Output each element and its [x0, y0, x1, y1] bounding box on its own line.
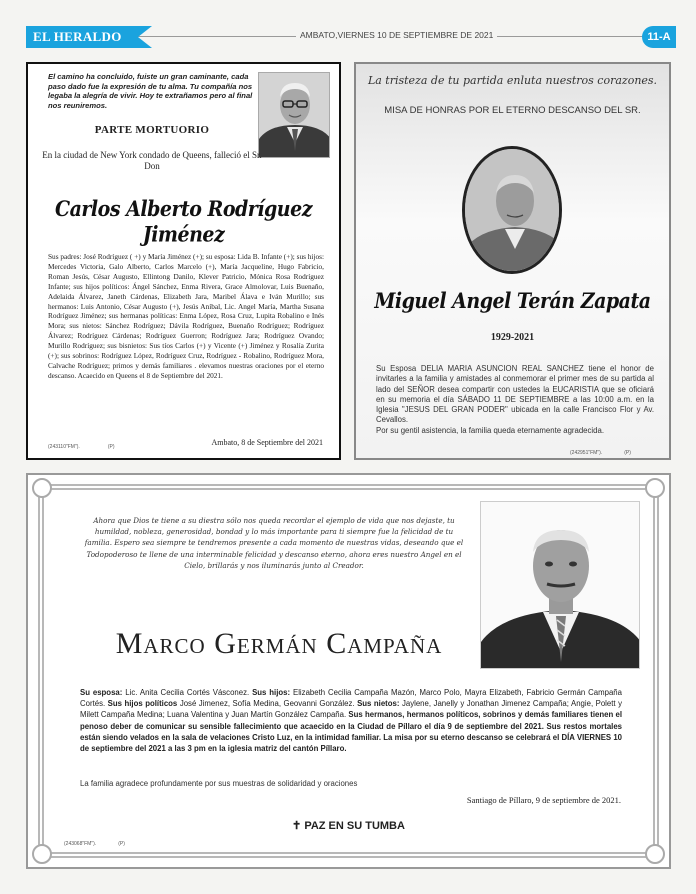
ad-code-p: (P)	[118, 841, 125, 847]
ad-code-number: (242951"FM").	[570, 450, 603, 456]
announcement-text: Sus hermanos, hermanos políticos, sobrinos y demás familiares tienen el penoso deber de comunicar su sensible fallecimiento que acaecido en la Ciudad de Píllaro el día 9 de septiembre del 2021. Sus restos mortales están siendo velados en la sala de velaciones Cristo Luz, en la intimidad familiar. La misa por su eterno descanso se celebrará el DÍA VIERNES 10 de septiembre del 2021 a las 3 pm en la iglesia matriz del cantón Píllaro.	[80, 710, 622, 754]
place-date: Ambato, 8 de Septiembre del 2021	[211, 438, 323, 447]
thanks-line: Por su gentil asistencia, la familia queda eternamente agradecida.	[376, 425, 604, 435]
notice-heading: PARTE MORTUORIO	[94, 124, 210, 136]
grandchildren-label: Sus nietos:	[357, 699, 400, 709]
portrait-man-glasses-icon	[259, 73, 330, 158]
deceased-name: Miguel Angel Terán Zapata	[374, 288, 651, 314]
invitation-text	[376, 364, 654, 436]
mass-heading: MISA DE HONRAS POR EL ETERNO DESCANSO DEL SR.	[384, 105, 641, 116]
ad-code-p: (P)	[624, 450, 631, 456]
life-years: 1929-2021	[490, 332, 535, 343]
family-text	[80, 687, 622, 754]
grandchildren-names: Jaylene, Janelly y Jonathan Jimenez Campaña; Angie, Polett y Milett Campaña Medina; Luana Valentina y Juan Martín González Campaña.	[80, 699, 622, 720]
ad-code-p: (P)	[107, 444, 115, 450]
deceased-name: Marco Germán Campaña	[115, 627, 443, 660]
obituary-carlos-rodriguez	[26, 62, 341, 460]
children-label: Sus hijos:	[252, 688, 291, 697]
obituary-marco-campana	[26, 473, 671, 869]
portrait-elderly-man-icon	[465, 149, 562, 274]
inlaws-label: Sus hijos políticos	[107, 699, 178, 709]
portrait-photo	[480, 501, 640, 669]
tribute-quote: Ahora que Dios te tiene a su diestra sólo nos queda recordar el ejemplo de vida que nos dejaste, tu humildad, nobleza, generosidad, bondad y lo más importante para ti siempre fue la felicidad de tu familia. Espero sea siempre te tendremos presente a cada momento de nuestras vidas, deseando que el Todopoderoso te llene de una interminable felicidad y descanso eterno, ahora eres nuestro Angel en el Cielo, brillarás y nos iluminarás junto al Creador.	[84, 516, 464, 570]
portrait-man-suit-icon	[481, 502, 640, 669]
mass-notice-miguel-teran	[354, 62, 671, 460]
portrait-photo	[258, 72, 330, 158]
frame-corner-ornament	[645, 844, 665, 864]
sorrow-quote: La tristeza de tu partida enluta nuestros corazones.	[367, 74, 658, 87]
brand-tab-tip	[138, 26, 152, 48]
ad-code	[48, 444, 114, 450]
rest-in-peace-line: ✝ PAZ EN SU TUMBA	[292, 820, 405, 832]
ad-code	[64, 841, 125, 847]
inlaws-names: José Jimenez, Sofía Medina, Geovanni González.	[179, 699, 355, 709]
newspaper-brand: EL HERALDO	[26, 26, 138, 48]
spouse-label: Su esposa:	[80, 688, 123, 697]
edition-date: AMBATO,VIERNES 10 DE SEPTIEMBRE DE 2021	[296, 30, 497, 40]
farewell-quote: El camino ha concluido, fuiste un gran caminante, cada paso dado fue la expresión de tu alma. Tu compañía nos legaba la alegría de vivir. Hoy te extrañamos pero al final nos reuniremos.	[48, 72, 253, 110]
oval-portrait	[462, 146, 562, 274]
ad-code-number: (243110"FM").	[48, 444, 80, 450]
ad-code	[570, 450, 631, 456]
children-names: Elizabeth Cecilia Campaña Mazón, Marco Polo, Mayra Elizabeth, Fabricio Germán Campaña Cortés.	[80, 688, 622, 709]
spouse-name: Lic. Anita Cecilia Cortés Vásconez.	[125, 688, 250, 697]
family-list: Sus padres: José Rodríguez ( +) y María Jiménez (+); su esposa: Lida B. Infante (+); sus hijos: Mercedes Victoria, Galo Alberto, Carlos Marcelo (+), María Jacqueline, Hugo Fabricio, Roman Jesús, César Augusto, Ellintong Danilo, Klever Patricio, Mónica Rosa Rodríguez Infante; sus hijos políticos: Ángel Sánchez, Enma Rivera, Grace Almolovar, Luis Buenaño, Adelaida Álvarez, Janeth Cárdenas, Elizabeth Jara, Maribel Álava e Iván Murillo; sus hermanos: Luis Antonio, César Augusto (+), Jesús Aníbal, Lic. Angel María, Martha Susana Rodríguez Jiménez; sus hermanas políticas: Enma López, Rosa Cruz, Lupita Robalino e Inés Mora; sus nietos: Sánchez Rodríguez; Dávila Rodríguez, Buenaño Rodríguez; Rodríguez Álvarez; Rodríguez Cárdenas; Rodríguez Guerron; Rodríguez Jara; Rodríguez Ovando; Murillo Rodríguez; sus bisnietos: Sus tíos Carlos (+) y Vicente (+) Jiménez y Rosalía Zurita (+); sus sobrinos: Rodríguez López, Rodríguez Cruz, Rodríguez - Robalino, Rodríguez Mora, Calvache Rodríguez; primos y demás familiares . elevamos nuestras oraciones por el eterno descanso. Acaecido en Queens el 8 de Septiembre del 2021.	[48, 252, 324, 380]
notice-intro: En la ciudad de New York condado de Queens, falleció el Sr. Don	[42, 150, 262, 171]
invitation-body: Su Esposa DELIA MARIA ASUNCION REAL SANCHEZ tiene el honor de invitarles a la familia y amistades al conmemorar el primer mes de su partida al lado del SEÑOR desea compartir con ustedes la EUCARISTIA que se oficiará en su memoria el día SÁBADO 11 DE SEPTIEMBRE a las 10:00 a.m. en la Iglesia "JESUS DEL GRAN PODER" ubicada en la calle Francisco Flor y Av. Cevallos.	[376, 364, 654, 425]
page-header	[26, 26, 676, 48]
frame-corner-ornament	[645, 478, 665, 498]
frame-corner-ornament	[32, 478, 52, 498]
deceased-name: Carlos Alberto Rodríguez Jiménez	[54, 196, 312, 248]
ad-code-number: (243068"FM").	[64, 841, 97, 847]
place-date: Santiago de Píllaro, 9 de septiembre de 2021.	[466, 795, 621, 805]
page-number: 11-A	[642, 26, 676, 48]
family-thanks: La familia agradece profundamente por sus muestras de solidaridad y oraciones	[80, 779, 358, 788]
frame-corner-ornament	[32, 844, 52, 864]
